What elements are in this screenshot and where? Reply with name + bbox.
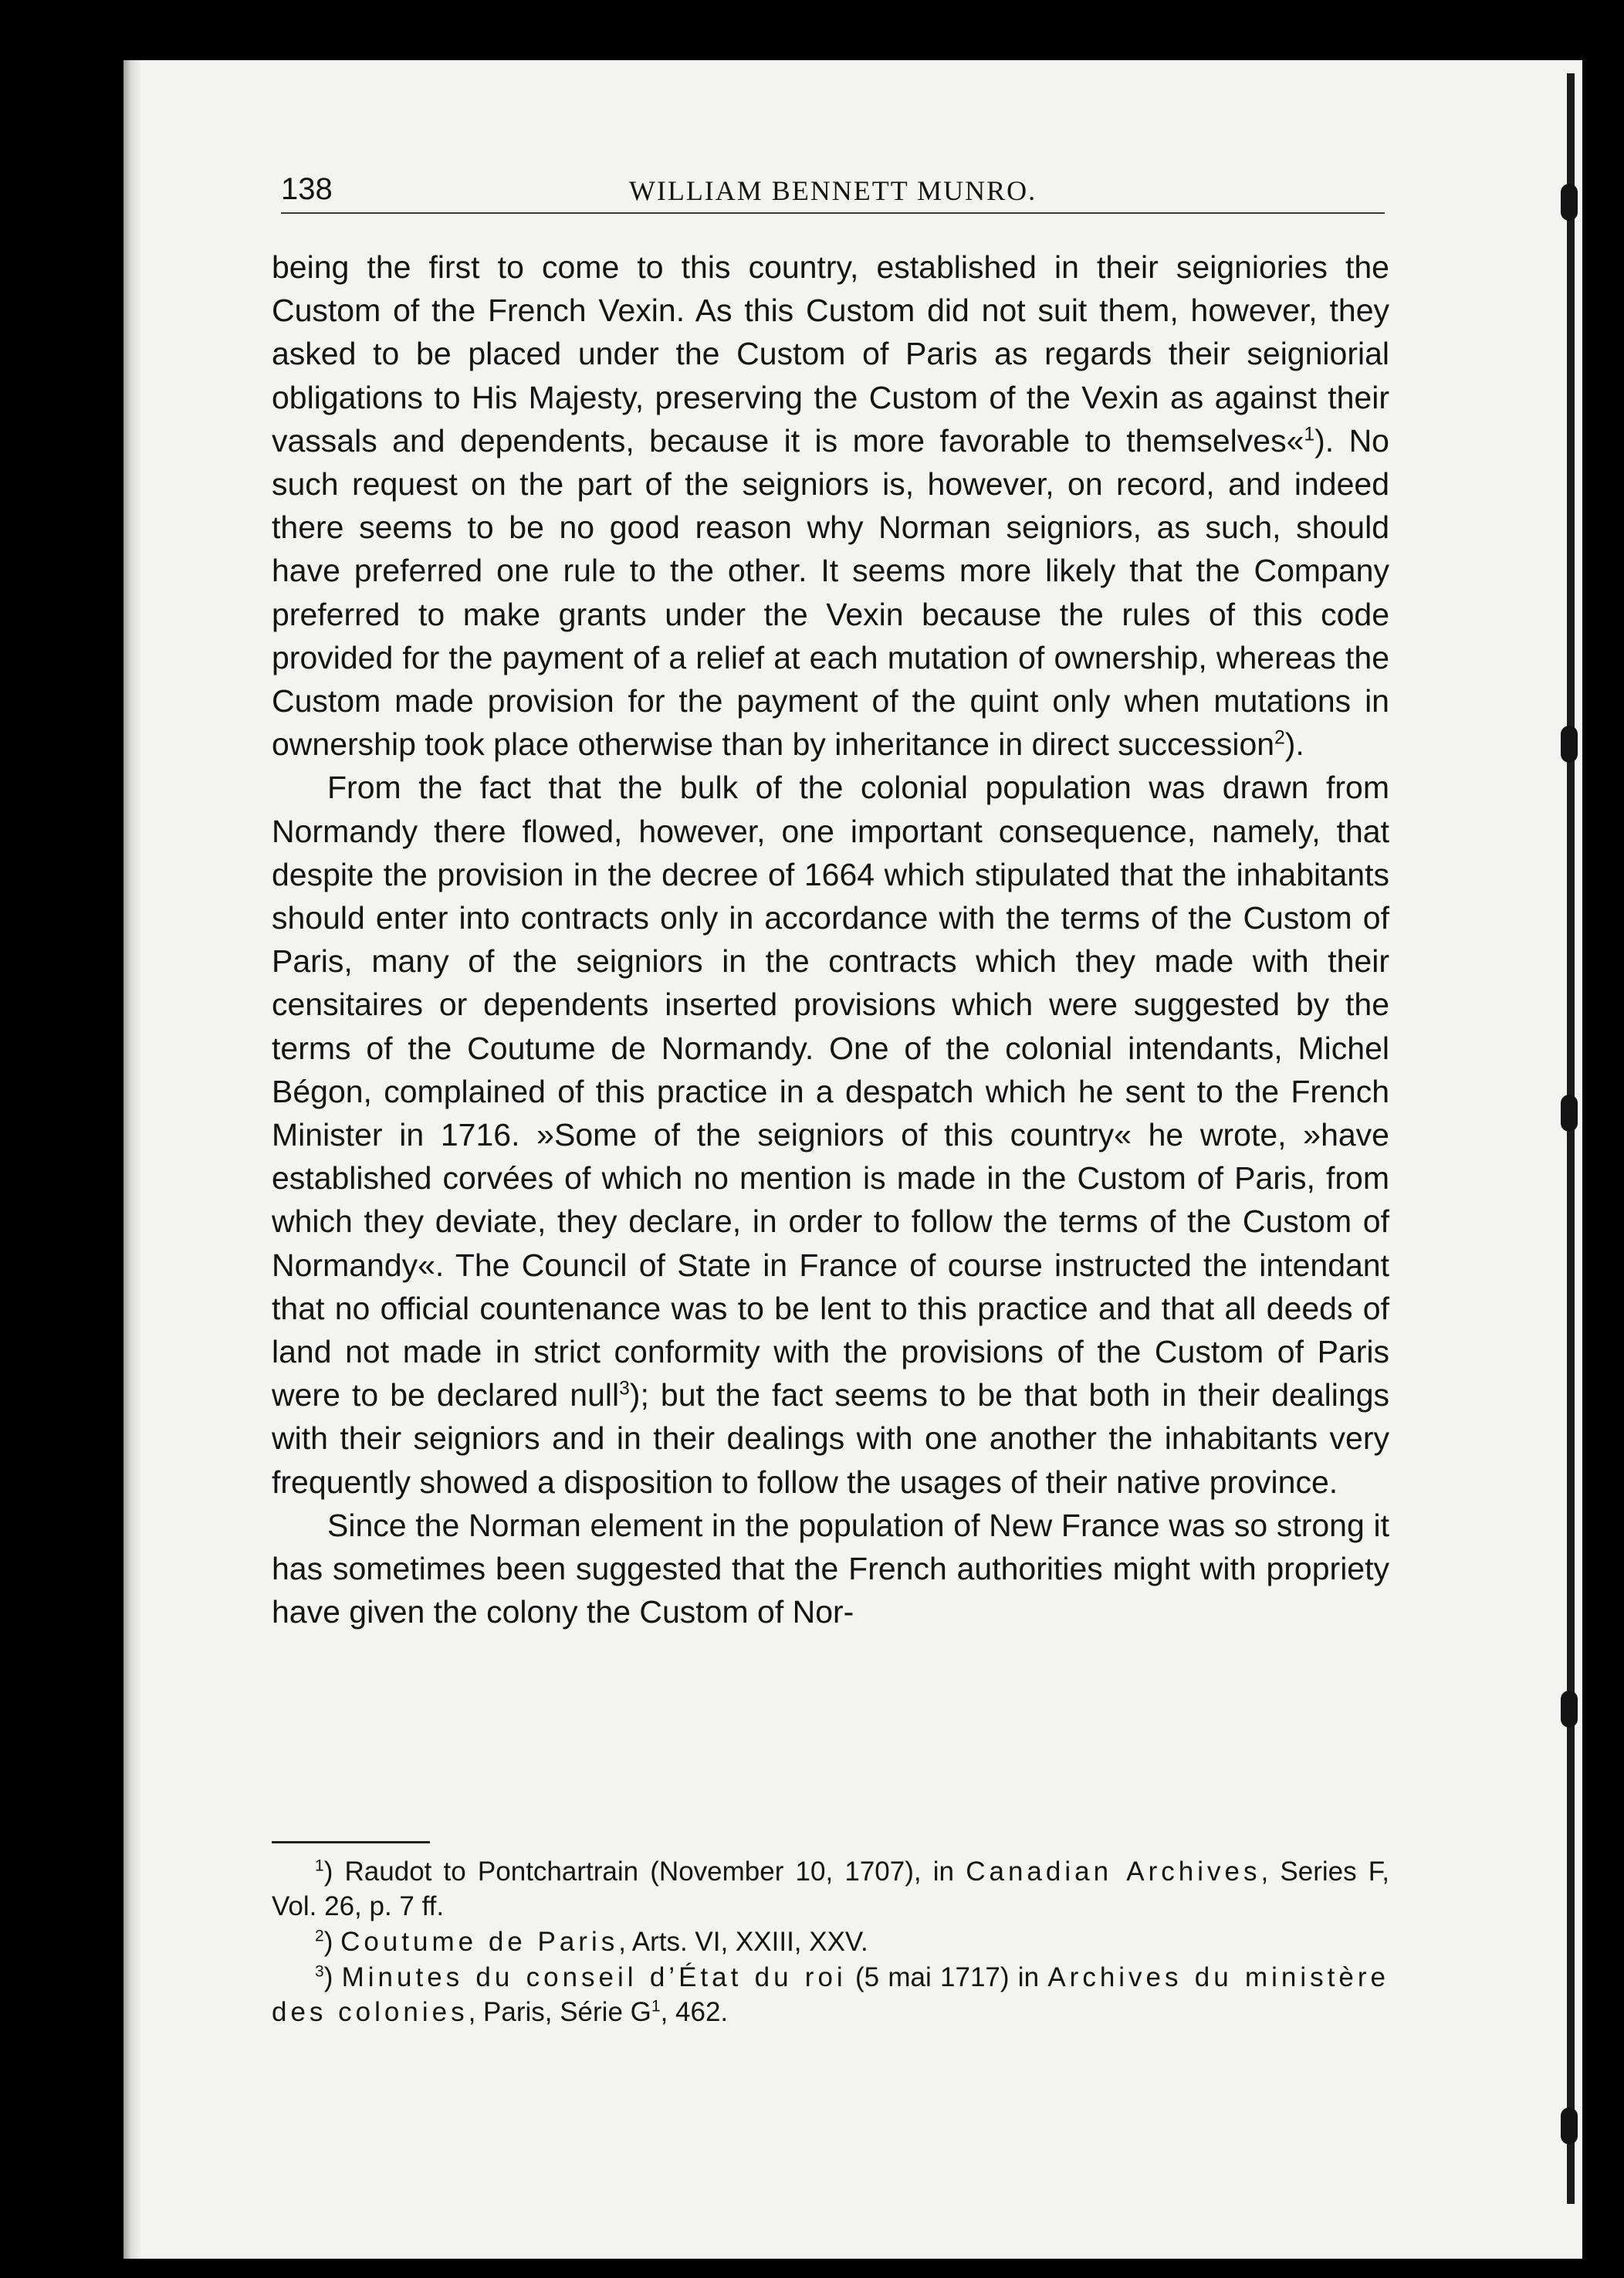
paragraph: Since the Norman element in the population of New France was so strong it has sometimes been suggested that the French authorities might with propriety have given the colony the Custom of Nor- bbox=[272, 1507, 1389, 1630]
page-right-edge bbox=[1567, 73, 1575, 2204]
footnote: $^3$) Minutes du conseil d’État du roi (5 mai 1717) in Archives du ministère des colonies, Paris, Série $G^1$, 462. bbox=[272, 1962, 1389, 2027]
paragraph: From the fact that the bulk of the colonial population was drawn from Normandy there flowed, however, one important consequence, namely, that despite the provision in the decree of 1664 which stipulated that the inhabitants should enter into contracts only in accordance with the terms of the Custom of Paris, many of the seigniors in the contracts which they made with their censitaires or dependents inserted provisions which were suggested by the terms of the Coutume de Normandy. One of the colonial intendants, Michel Bégon, complained of this practice in a despatch which he sent to the French Minister in 1716. »Some of the seigniors of this country« he wrote, »have established corvées of which no mention is made in the Custom of Paris, from which they deviate, they declare, in order to follow the terms of the Custom of Normandy«. The Council of State in France of course instructed the intendant that no official countenance was to be lent to this practice and that all deeds of land not made in strict conformity with the provisions of the Custom of Paris were to be declared null$^3$); but the fact seems to be that both in their dealings with their seigniors and in their dealings with one another the inhabitants very frequently showed a disposition to follow the usages of their native province. bbox=[272, 770, 1390, 1500]
body-text bbox=[272, 245, 1389, 1634]
footnote: $^1$) Raudot to Pontchartrain (November 10, 1707), in Canadian Archives, Series F, Vol. 26, p. 7 ff. bbox=[272, 1857, 1390, 1921]
page-header bbox=[281, 166, 1385, 214]
footnote: $^2$) Coutume de Paris, Arts. VI, XXIII, XXV. bbox=[315, 1927, 868, 1957]
edge-mark bbox=[1561, 726, 1578, 763]
page-gutter-edge bbox=[123, 60, 140, 2259]
edge-mark bbox=[1561, 2107, 1578, 2144]
edge-mark bbox=[1561, 1095, 1578, 1132]
footnote-rule bbox=[272, 1841, 430, 1843]
edge-mark bbox=[1561, 1691, 1578, 1728]
page-number: 138 bbox=[281, 172, 333, 206]
running-head: WILLIAM BENNETT MUNRO. bbox=[628, 175, 1037, 206]
footnotes bbox=[272, 1841, 1389, 2030]
footnote-ref: 1 bbox=[1304, 424, 1315, 445]
footnote-ref: 3 bbox=[619, 1378, 630, 1400]
footnote-ref: 2 bbox=[1274, 727, 1285, 749]
paragraph: being the first to come to this country, established in their seigniories the Custom of the French Vexin. As this Custom did not suit them, however, they asked to be placed under the Custom of Paris as regards their seigniorial obligations to His Majesty, preserving the Custom of the Vexin as against their vassals and dependents, because it is more favorable to themselves«$^1$). No such request on the part of the seigniors is, however, on record, and indeed there seems to be no good reason why Norman seigniors, as such, should have preferred one rule to the other. It seems more likely that the Company preferred to make grants under the Vexin because the rules of this code provided for the payment of a relief at each mutation of ownership, whereas the Custom made provision for the payment of the quint only when mutations in ownership took place otherwise than by inheritance in direct succession$^2$). bbox=[272, 249, 1389, 763]
edge-mark bbox=[1561, 184, 1578, 221]
